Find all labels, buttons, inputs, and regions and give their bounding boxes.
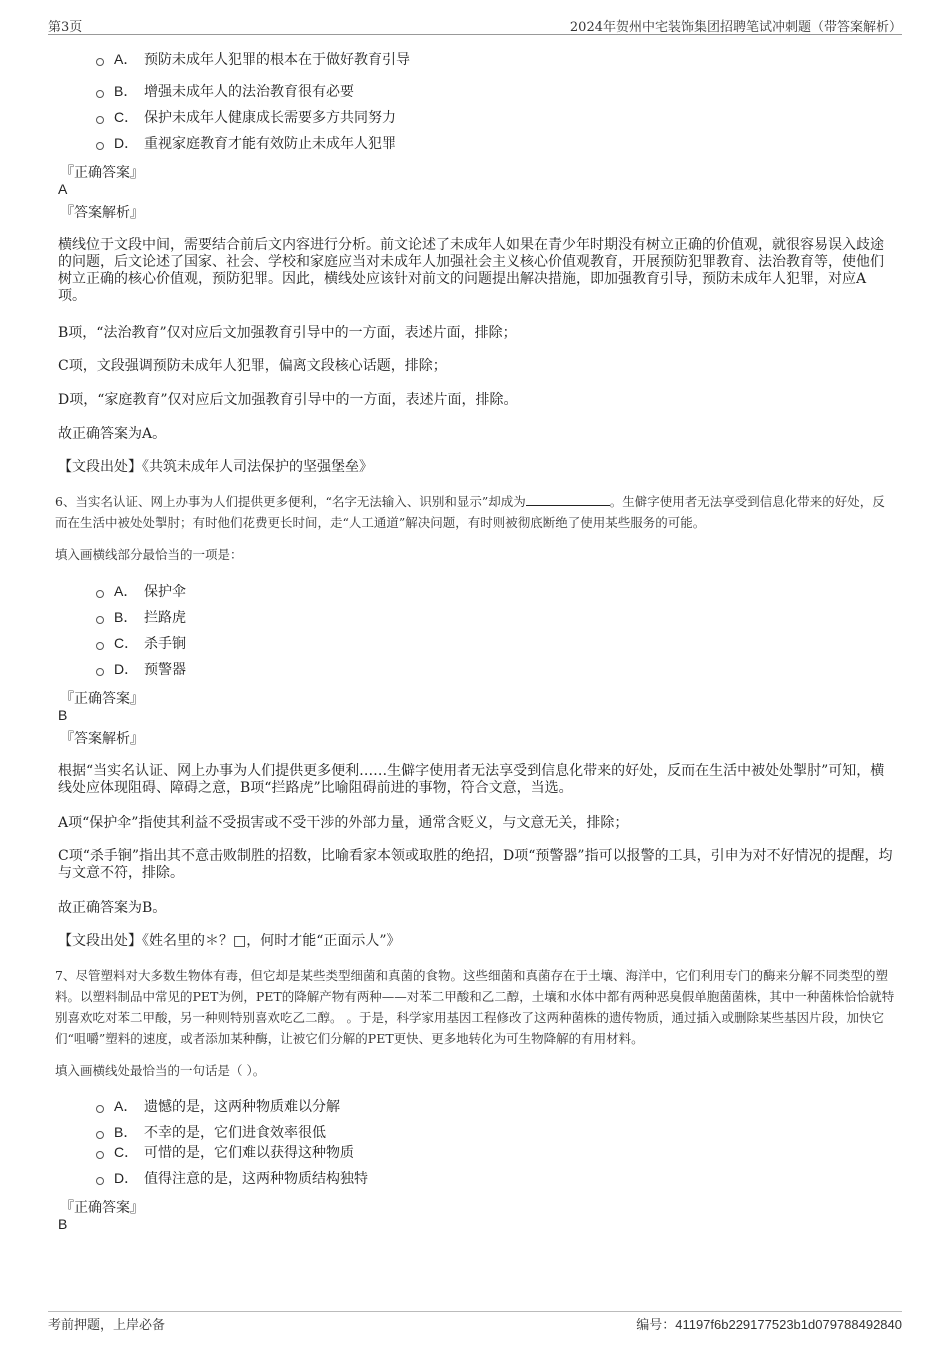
footer-slogan: 考前押题，上岸必备 [48,1318,166,1333]
radio-icon[interactable] [96,90,104,98]
q5-analysis-label: 『答案解析』 [60,205,144,221]
header-divider [48,34,902,35]
q6-analysis-cd: C项“杀手锏”指出其不意击败制胜的招数，比喻看家本领或取胜的绝招，D项“预警器”指可以报警的工具，引申为对不好情况的提醒，均与文意不符，排除。 [58,848,893,881]
q6-analysis-label: 『答案解析』 [60,731,144,747]
q6-analysis-a: A项“保护伞”指使其利益不受损害或不受干涉的外部力量，通常含贬义，与文意无关，排除； [58,815,629,831]
fill-blank [526,493,610,506]
q6-option-d[interactable]: D． 预警器 [96,658,186,680]
q6-conclusion: 故正确答案为B。 [58,900,167,916]
radio-icon[interactable] [96,58,104,66]
q6-answer-label: 『正确答案』 [60,691,144,707]
q7-answer-label: 『正确答案』 [60,1200,144,1216]
radio-icon[interactable] [96,116,104,124]
q5-conclusion: 故正确答案为A。 [58,426,167,442]
q6-answer: B [58,707,68,723]
q7-option-b[interactable]: B． 不幸的是，它们进食效率很低 [96,1121,326,1143]
q6-stem: 6、当实名认证、网上办事为人们提供更多便利，“名字无法输入、识别和显示”却成为 。生僻字使用者无法享受到信息化带来的好处，反而在生活中被处处掣肘；有时他们花费更长时间，走“人工通道”解决问题，有时则被彻底断绝了使用某些服务的可能。 [55,494,885,530]
q5-analysis-b: B项，“法治教育”仅对应后文加强教育引导中的一方面，表述片面，排除； [58,325,517,341]
q7-stem: 7、尽管塑料对大多数生物体有毒，但它却是某些类型细菌和真菌的食物。这些细菌和真菌存在于土壤、海洋中，它们利用专门的酶来分解不同类型的塑料。以塑料制品中常见的PET为例，PET的降解产物有两种——对苯二甲酸和乙二醇，土壤和水体中都有两种恶臭假单胞菌菌株，其中一种菌株恰恰就特别喜欢吃对苯二甲酸，另一种则特别喜欢吃乙二醇。 。于是，科学家用基因工程修改了这两种菌株的遗传物质，通过插入或删除某些基因片段，加快它们“咀嚼”塑料的速度，或者添加某种酶，让被它们分解的PET更快、更多地转化为可生物降解的有用材料。 [55,968,895,1046]
q7-option-d[interactable]: D． 值得注意的是，这两种物质结构独特 [96,1167,368,1189]
q7-option-c[interactable]: C． 可惜的是，它们难以获得这种物质 [96,1141,354,1163]
q5-analysis-c: C项，文段强调预防未成年人犯罪，偏离文段核心话题，排除； [58,358,447,374]
q5-analysis-paragraph: 横线位于文段中间，需要结合前后文内容进行分析。前文论述了未成年人如果在青少年时期没有树立正确的价值观，就很容易误入歧途的问题，后文论述了国家、社会、学校和家庭应当对未成年人加强社会主义核心价值观教育，开展预防犯罪教育、法治教育等，使他们树立正确的核心价值观，预防犯罪。因此，横线处应该针对前文的问题提出解决措施，即加强教育引导，预防未成年人犯罪，对应A项。 [58,237,884,304]
q5-analysis-d: D项，“家庭教育”仅对应后文加强教育引导中的一方面，表述片面，排除。 [58,392,518,408]
q6-option-b[interactable]: B． 拦路虎 [96,606,186,628]
radio-icon[interactable] [96,668,104,676]
q5-source: 【文段出处】《共筑未成年人司法保护的坚强堡垒》 [58,459,373,475]
radio-icon[interactable] [96,1131,104,1139]
q5-option-d[interactable]: D． 重视家庭教育才能有效防止未成年人犯罪 [96,132,396,154]
radio-icon[interactable] [96,142,104,150]
q5-answer: A [58,181,68,197]
q6-option-a[interactable]: A． 保护伞 [96,580,186,602]
page-header [48,16,902,34]
radio-icon[interactable] [96,616,104,624]
q7-answer: B [58,1216,68,1232]
q5-answer-label: 『正确答案』 [60,165,144,181]
page-footer [48,1314,902,1332]
page-number: 第3页 [48,20,83,35]
q6-prompt: 填入画横线部分最恰当的一项是： [55,547,243,562]
q7-prompt: 填入画横线处最恰当的一句话是（ ）。 [55,1063,266,1078]
radio-icon[interactable] [96,1151,104,1159]
q7-option-a[interactable]: A． 遗憾的是，这两种物质难以分解 [96,1095,340,1117]
q5-option-a[interactable]: A． 预防未成年人犯罪的根本在于做好教育引导 [96,48,410,70]
radio-icon[interactable] [96,1177,104,1185]
document-title: 2024年贺州中宅装饰集团招聘笔试冲刺题（带答案解析） [569,20,902,35]
radio-icon[interactable] [96,642,104,650]
q6-source: 【文段出处】《姓名里的＊？□，何时才能“正面示人”》 [58,933,401,949]
q5-option-b[interactable]: B． 增强未成年人的法治教育很有必要 [96,80,354,102]
q6-option-c[interactable]: C． 杀手锏 [96,632,186,654]
document-id: 编号：41197f6b229177523b1d079788492840 [636,1317,902,1332]
footer-divider [48,1311,902,1312]
radio-icon[interactable] [96,1105,104,1113]
radio-icon[interactable] [96,590,104,598]
q6-analysis-paragraph: 根据“当实名认证、网上办事为人们提供更多便利……生僻字使用者无法享受到信息化带来的好处，反而在生活中被处处掣肘”可知，横线处应体现阻碍、障碍之意，B项“拦路虎”比喻阻碍前进的事物，符合文意，当选。 [58,763,885,796]
q5-option-c[interactable]: C． 保护未成年人健康成长需要多方共同努力 [96,106,396,128]
